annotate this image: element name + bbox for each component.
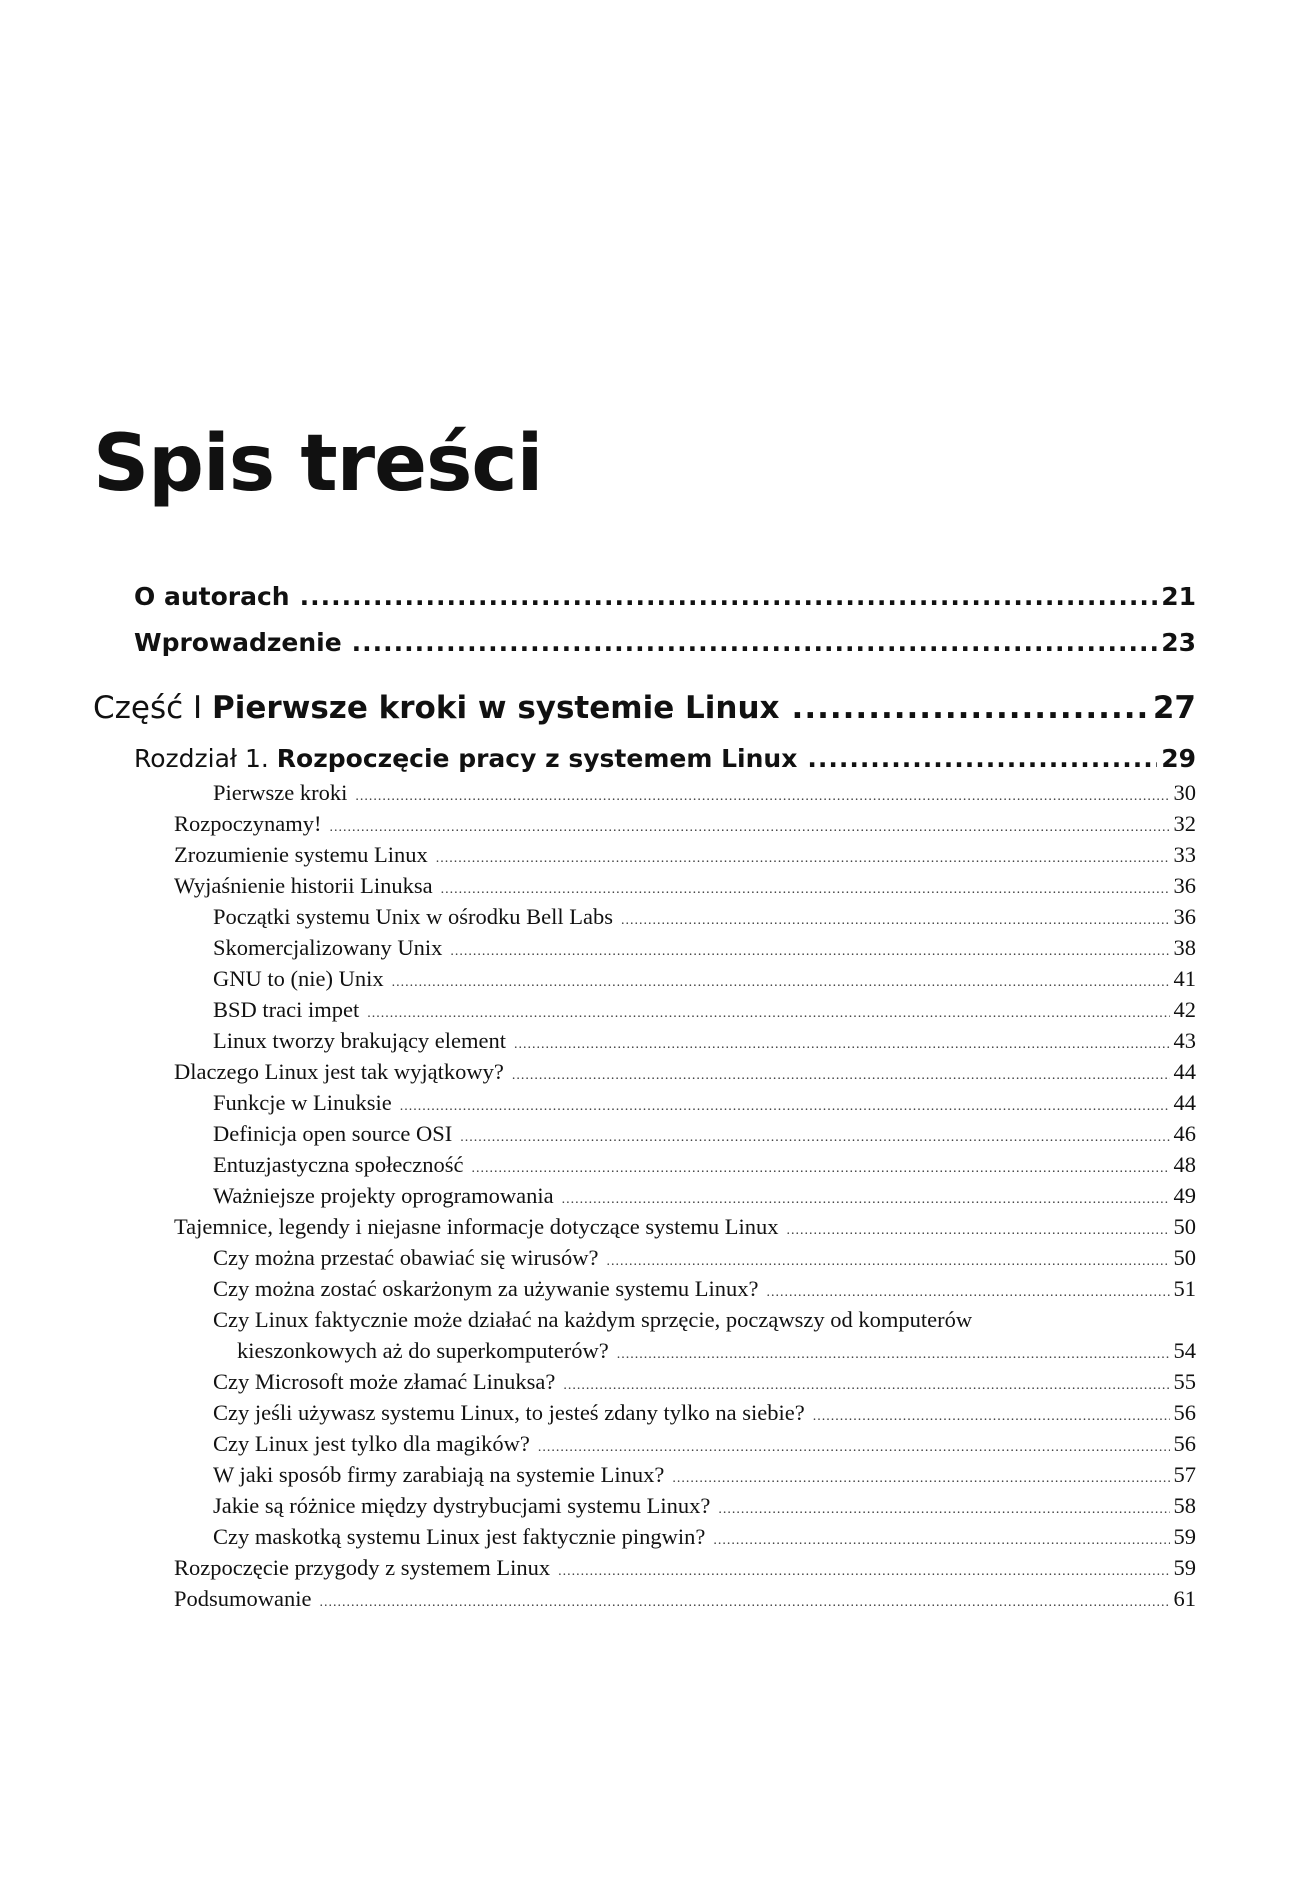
dot-leader (320, 1595, 1170, 1611)
entry-label: O autorach (134, 582, 290, 611)
dot-leader (538, 1440, 1170, 1456)
entry-label: Podsumowanie (174, 1586, 312, 1611)
chapter-name: Rozpoczęcie pracy z systemem Linux (276, 744, 798, 773)
page-number: 32 (1173, 811, 1196, 836)
dot-leader (621, 913, 1170, 929)
dot-leader (512, 1068, 1170, 1084)
dot-leader (713, 1533, 1169, 1549)
page-number: 56 (1173, 1400, 1196, 1425)
toc-entry[interactable] (237, 1338, 1196, 1364)
page-number: 50 (1173, 1245, 1196, 1270)
page-number: 33 (1173, 842, 1196, 867)
dot-leader (606, 1254, 1169, 1270)
toc-entry[interactable] (213, 1524, 1196, 1550)
entry-label: Czy można zostać oskarżonym za używanie systemu Linux? (213, 1276, 759, 1301)
toc-entry[interactable] (213, 935, 1196, 961)
page-title: Spis treści (93, 419, 543, 509)
toc-entry-o-autorach[interactable] (134, 582, 1196, 611)
dot-leader (329, 820, 1169, 836)
toc-entry[interactable] (213, 1028, 1196, 1054)
page-number: 59 (1173, 1555, 1196, 1580)
dot-leader (352, 628, 1158, 657)
entry-label: Linux tworzy brakujący element (213, 1028, 507, 1053)
entry-label: Tajemnice, legendy i niejasne informacje dotyczące systemu Linux (174, 1214, 779, 1239)
page-number: 44 (1173, 1090, 1196, 1115)
page-number: 44 (1173, 1059, 1196, 1084)
page-number: 29 (1161, 744, 1196, 773)
dot-leader (786, 1223, 1169, 1239)
entry-label: Entuzjastyczna społeczność (213, 1152, 464, 1177)
toc-entry[interactable] (213, 1183, 1196, 1209)
toc-entry-wprowadzenie[interactable] (134, 628, 1196, 657)
toc-entry[interactable] (213, 1245, 1196, 1271)
page-number: 42 (1173, 997, 1196, 1022)
page-number: 38 (1173, 935, 1196, 960)
entry-label: Definicja open source OSI (213, 1121, 453, 1146)
entry-label: Wprowadzenie (134, 628, 342, 657)
page-number: 50 (1173, 1214, 1196, 1239)
entry-label: BSD traci impet (213, 997, 360, 1022)
dot-leader (441, 882, 1170, 898)
toc-entry[interactable] (213, 1369, 1196, 1395)
dot-leader (813, 1409, 1170, 1425)
page-number: 46 (1173, 1121, 1196, 1146)
toc-entry[interactable] (213, 1121, 1196, 1147)
page-number: 57 (1173, 1462, 1196, 1487)
page-number: 41 (1173, 966, 1196, 991)
dot-leader (562, 1192, 1170, 1208)
toc-entry[interactable] (213, 1431, 1196, 1457)
page-number: 27 (1152, 690, 1196, 726)
page-number: 48 (1173, 1152, 1196, 1177)
page-number: 23 (1161, 628, 1196, 657)
entry-label: GNU to (nie) Unix (213, 966, 384, 991)
entry-label: Pierwsze kroki (213, 780, 348, 805)
toc-entry[interactable] (174, 1059, 1196, 1085)
dot-leader (558, 1564, 1169, 1580)
page-number: 21 (1161, 582, 1196, 611)
dot-leader (392, 975, 1170, 991)
toc-entry[interactable] (213, 1400, 1196, 1426)
toc-entry[interactable] (174, 842, 1196, 868)
toc-entry-label-line1[interactable]: Czy Linux faktycznie może działać na każdym sprzęcie, począwszy od komputerów (213, 1307, 973, 1332)
entry-label: Początki systemu Unix w ośrodku Bell Labs (213, 904, 613, 929)
page-number: 54 (1173, 1338, 1196, 1363)
page-number: 43 (1173, 1028, 1196, 1053)
entry-label: Funkcje w Linuksie (213, 1090, 392, 1115)
entry-label: Jakie są różnice między dystrybucjami systemu Linux? (213, 1493, 711, 1518)
dot-leader (367, 1006, 1169, 1022)
entry-label: Wyjaśnienie historii Linuksa (174, 873, 433, 898)
toc-entry[interactable] (213, 1276, 1196, 1302)
entry-label: Rozpoczynamy! (174, 811, 322, 836)
toc-entry[interactable] (213, 1493, 1196, 1519)
entry-label: W jaki sposób firmy zarabiają na systemie Linux? (213, 1462, 665, 1487)
dot-leader (672, 1471, 1169, 1487)
toc-entry[interactable] (213, 966, 1196, 992)
chapter-prefix: Rozdział 1. (134, 744, 269, 773)
toc-entry[interactable] (213, 904, 1196, 930)
toc-chapter-heading[interactable] (134, 744, 1196, 773)
entry-label: Czy jeśli używasz systemu Linux, to jesteś zdany tylko na siebie? (213, 1400, 805, 1425)
dot-leader (436, 851, 1170, 867)
entry-label: Zrozumienie systemu Linux (174, 842, 428, 867)
page-number: 49 (1173, 1183, 1196, 1208)
dot-leader (514, 1037, 1169, 1053)
entry-label: Czy Linux jest tylko dla magików? (213, 1431, 530, 1456)
dot-leader (460, 1130, 1169, 1146)
page-number: 56 (1173, 1431, 1196, 1456)
toc-entry[interactable] (174, 1214, 1196, 1240)
toc-entry[interactable] (174, 1586, 1196, 1612)
toc-entry[interactable] (174, 873, 1196, 899)
toc-entry[interactable] (213, 997, 1196, 1023)
page-number: 51 (1173, 1276, 1196, 1301)
page-number: 59 (1173, 1524, 1196, 1549)
dot-leader (718, 1502, 1169, 1518)
dot-leader (617, 1347, 1170, 1363)
toc-part-heading[interactable] (93, 690, 1196, 726)
page-number: 58 (1173, 1493, 1196, 1518)
toc-entry[interactable] (174, 1555, 1196, 1581)
entry-label: Czy Microsoft może złamać Linuksa? (213, 1369, 556, 1394)
page-number: 36 (1173, 873, 1196, 898)
dot-leader (792, 690, 1149, 726)
toc-entry[interactable] (174, 811, 1196, 837)
toc-entry[interactable] (213, 1462, 1196, 1488)
toc-entry[interactable] (213, 1152, 1196, 1178)
dot-leader (563, 1378, 1169, 1394)
entry-label: Czy można przestać obawiać się wirusów? (213, 1245, 599, 1270)
entry-label: Dlaczego Linux jest tak wyjątkowy? (174, 1059, 504, 1084)
entry-label: kieszonkowych aż do superkomputerów? (237, 1338, 609, 1363)
toc-entry[interactable] (213, 1090, 1196, 1116)
entry-label: Czy maskotką systemu Linux jest faktycznie pingwin? (213, 1524, 706, 1549)
dot-leader (355, 789, 1169, 805)
dot-leader (450, 944, 1169, 960)
page-number: 30 (1173, 780, 1196, 805)
part-name: Pierwsze kroki w systemie Linux (212, 690, 780, 726)
dot-leader (472, 1161, 1170, 1177)
page-number: 55 (1173, 1369, 1196, 1394)
entry-label: Skomercjalizowany Unix (213, 935, 443, 960)
dot-leader (807, 744, 1157, 773)
dot-leader (766, 1285, 1169, 1301)
entry-label: Rozpoczęcie przygody z systemem Linux (174, 1555, 551, 1580)
dot-leader (300, 582, 1158, 611)
entry-label: Ważniejsze projekty oprogramowania (213, 1183, 554, 1208)
part-prefix: Część I (93, 690, 203, 726)
page-number: 61 (1173, 1586, 1196, 1611)
toc-entry[interactable] (213, 780, 1196, 806)
page-number: 36 (1173, 904, 1196, 929)
dot-leader (400, 1099, 1170, 1115)
